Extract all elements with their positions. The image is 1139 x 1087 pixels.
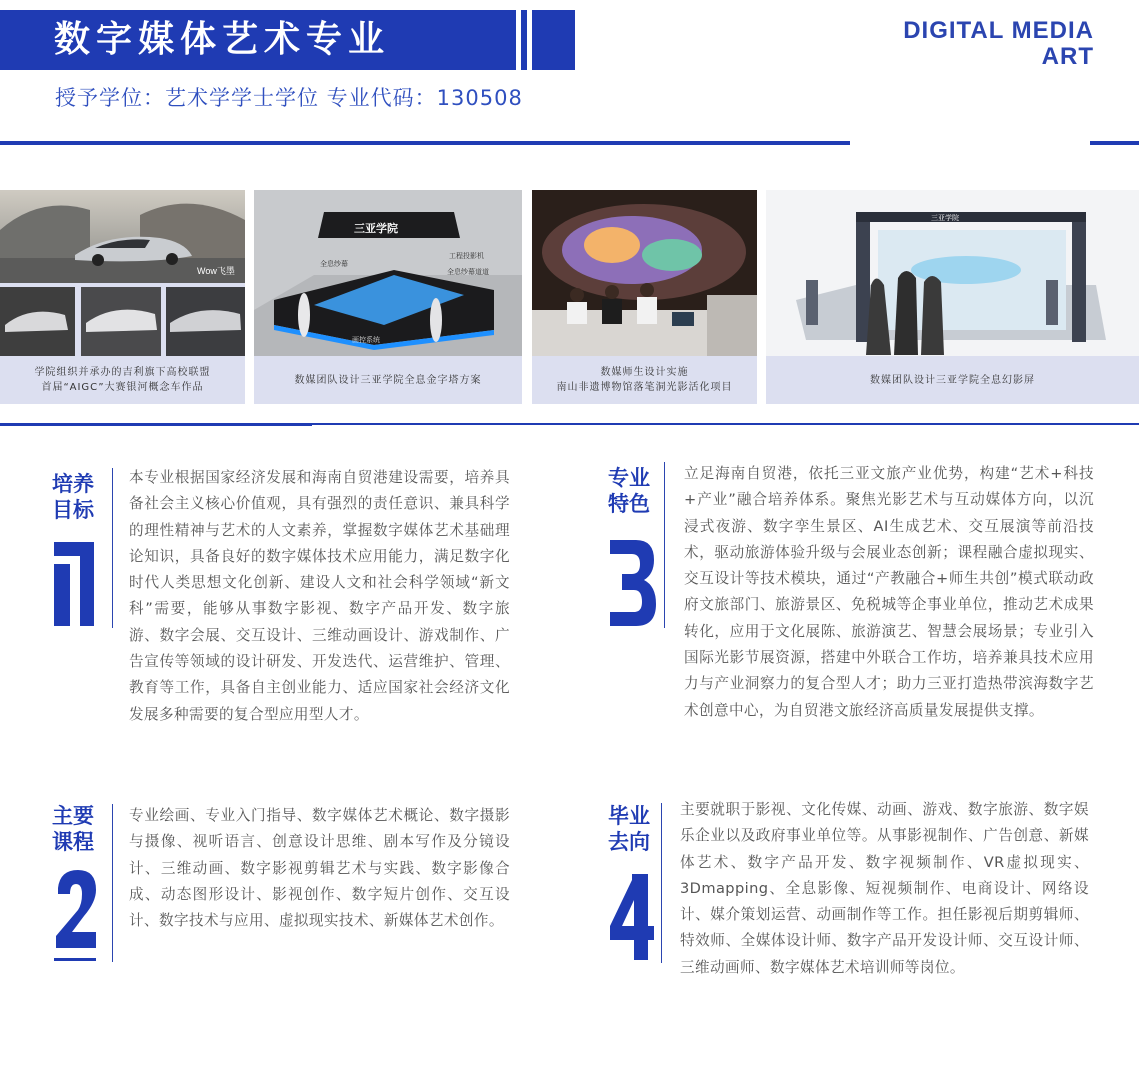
wow-logo-text: Wow飞墨: [197, 266, 235, 276]
caption-line: 数媒团队设计三亚学院全息幻影屏: [870, 374, 1035, 386]
header-divider: [0, 141, 850, 145]
section-number-2: [52, 866, 100, 962]
section-body-courses: 专业绘画、专业入门指导、数字媒体艺术概论、数字摄影与摄像、视听语言、创意设计思维、剧本写作及分镜设计、三维动画、数字影视剪辑艺术与实践、数字影像合成、动态图形设计、影视创作、数字短片创作、交互设计、数字技术与应用、虚拟现实技术、新媒体艺术创作。: [129, 807, 510, 930]
section-divider-line: [664, 462, 665, 628]
section-number-1: [50, 536, 100, 628]
english-title-line2: ART: [1041, 43, 1094, 70]
section-divider-line: [661, 803, 662, 963]
photo-divider-left: [0, 423, 312, 426]
photo-card-concept-car: [0, 190, 245, 404]
header-divider-end: [1090, 141, 1139, 145]
heading-line: 去向: [608, 830, 650, 854]
heading-line: 目标: [52, 498, 94, 522]
english-title-line1: DIGITAL MEDIA: [903, 17, 1094, 44]
title-stripe-decoration: [516, 10, 521, 70]
section-heading-courses: [50, 803, 96, 855]
heading-line: 主要: [52, 804, 94, 828]
title-stripe-decoration: [527, 10, 532, 70]
photo-caption: [532, 356, 757, 404]
concept-car-image: [0, 190, 245, 356]
photo-card-hologram-screen: [766, 190, 1139, 404]
photo-caption: [0, 356, 245, 404]
caption-line: 首届“AIGC”大赛银河概念车作品: [41, 382, 204, 393]
photo-caption: [254, 356, 522, 404]
heading-line: 课程: [52, 830, 94, 854]
section-heading-training-goals: [50, 471, 96, 523]
hologram-label: 画控系统: [352, 336, 380, 344]
page-title: 数字媒体艺术专业: [54, 19, 391, 60]
hologram-label: 全息纱幕: [320, 260, 348, 268]
section-heading-features: [606, 465, 652, 517]
screen-text: 三亚学院: [354, 222, 398, 235]
english-title: [903, 18, 1094, 70]
section-number-4: [608, 870, 654, 962]
heading-line: 毕业: [608, 804, 650, 828]
hologram-screen-image: [766, 190, 1139, 356]
heading-line: 培养: [52, 472, 94, 496]
photo-divider-right: [312, 423, 1139, 425]
caption-line: 数媒师生设计实施: [600, 367, 689, 378]
section-body-training-goals: 本专业根据国家经济发展和海南自贸港建设需要，培养具备社会主义核心价值观，具有强烈的责任意识、兼具科学的理性精神与艺术的人文素养，掌握数字媒体艺术基础理论知识，具备良好的数字媒体技术应用能力，满足数字化时代人类思想文化创新、建设人文和社会科学领域“新文科”需要，能够从事数字影视、数字产品开发、数字旅游、数字会展、交互设计、三维动画设计、游戏制作、广告宣传等领域的设计研发、开发迭代、运营维护、管理、教育等工作，具备自主创业能力、适应国家社会经济文化发展多种需要的复合型应用型人才。: [129, 469, 510, 723]
caption-line: 学院组织并承办的吉利旗下高校联盟: [34, 367, 211, 378]
section-heading-careers: [606, 803, 652, 855]
section-body-features: 立足海南自贸港，依托三亚文旅产业优势，构建“艺术+科技+产业”融合培养体系。聚焦光影艺术与互动媒体方向，以沉浸式夜游、数字孪生景区、AI生成艺术、交互展演等前沿技术，驱动旅游体验升级与会展业态创新；课程融合虚拟现实、交互设计等技术模块，通过“产教融合+师生共创”模式联动政府文旅部门、旅游景区、免税城等企事业单位，推动艺术成果转化，应用于文化展陈、旅游演艺、智慧会展场景；专业引入国际光影节展资源，搭建中外联合工作坊，培养兼具技术应用力与产业洞察力的复合型人才；助力三亚打造热带滨海数字艺术创意中心，为自贸港文旅经济高质量发展提供支撑。: [684, 465, 1094, 719]
photo-card-museum-project: [532, 190, 757, 404]
section-body-careers: 主要就职于影视、文化传媒、动画、游戏、数字旅游、数字娱乐企业以及政府事业单位等。从事影视制作、广告创意、新媒体艺术、数字产品开发、数字视频制作、VR虚拟现实、3Dmapping、全息影像、短视频制作、电商设计、网络设计、媒介策划运营、动画制作等工作。担任影视后期剪辑师、特效师、全媒体设计师、数字产品开发设计师、交互设计师、三维动画师、数字媒体艺术培训师等岗位。: [680, 801, 1089, 976]
heading-line: 特色: [608, 492, 650, 516]
photo-card-hologram-pyramid: [254, 190, 522, 404]
hologram-label: 全息纱幕道道: [447, 268, 489, 276]
section-number-3: [606, 536, 661, 628]
screen-text: 三亚学院: [931, 214, 959, 222]
section-divider-line: [112, 468, 113, 628]
degree-subtitle: 授予学位：艺术学学士学位 专业代码：130508: [55, 86, 523, 110]
heading-line: 专业: [608, 466, 650, 490]
section-divider-line: [112, 804, 113, 962]
caption-line: 南山非遗博物馆落笔洞光影活化项目: [556, 382, 733, 393]
caption-line: 数媒团队设计三亚学院全息金字塔方案: [294, 374, 482, 386]
hologram-label: 工程投影机: [449, 252, 484, 260]
hologram-pyramid-image: [254, 190, 522, 356]
museum-project-image: [532, 190, 757, 356]
photo-caption: [766, 356, 1139, 404]
